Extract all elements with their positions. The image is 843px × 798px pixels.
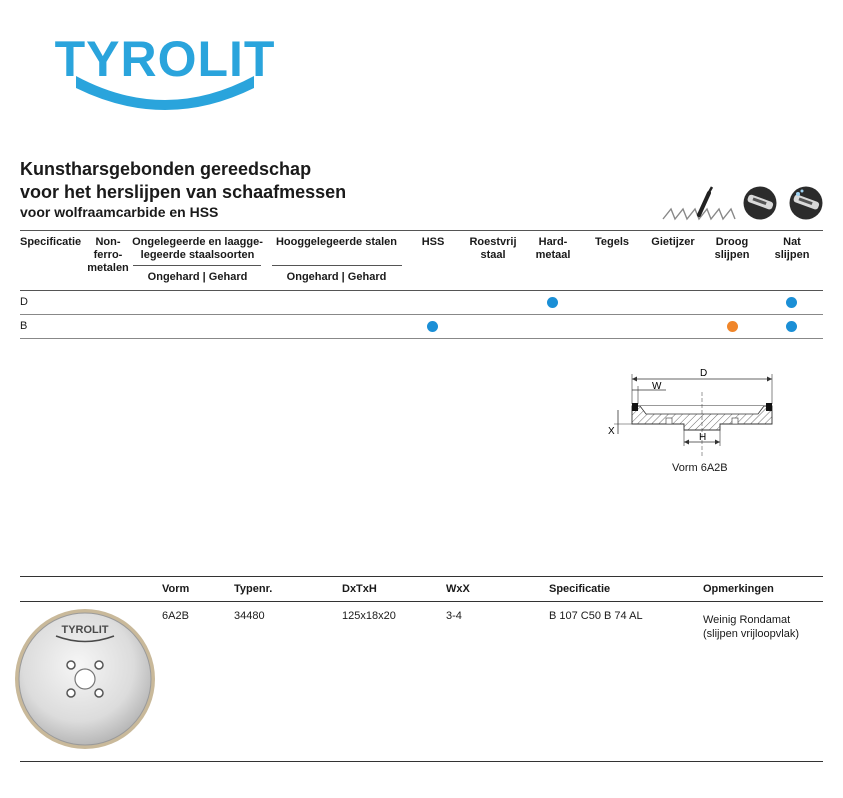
header-nat: Nat slijpen [774,236,810,261]
header-hardmetaal: Hard- metaal [535,236,571,261]
product-header-typenr: Typenr. [234,583,273,595]
header-tegels: Tegels [594,236,630,248]
header-gietijzer: Gietijzer [651,236,695,248]
dry-grinding-icon [743,186,777,220]
tyrolit-logo [54,26,276,108]
mark-b-nat [786,321,797,332]
product-opmerkingen: Weinig Rondamat (slijpen vrijloopvlak) [703,614,799,640]
header-onge-rule [133,265,261,266]
product-header-opmerkingen: Opmerkingen [703,583,774,595]
header-droog: Droog slijpen [714,236,750,261]
table-top-rule [20,230,823,231]
header-ongelegeerde: Ongelegeerde en laagge- legeerde staalsoorten [132,236,263,261]
product-header-vorm: Vorm [162,583,190,595]
wheel-cross-section-diagram [600,362,790,458]
product-bottom-rule [20,761,823,762]
header-non-ferro: Non- ferro- metalen [87,236,129,274]
page-subtitle: voor wolfraamcarbide en HSS [20,204,219,220]
mark-d-nat [786,297,797,308]
diagram-label-h: H [699,432,707,443]
product-specificatie: B 107 C50 B 74 AL [549,610,643,622]
product-header-dxtxh: DxTxH [342,583,377,595]
wheel-logo-text: TYROLIT [61,624,109,636]
header-hoog-rule [272,265,402,266]
product-vorm: 6A2B [162,610,189,622]
mark-d-hardmetaal [547,297,558,308]
row-b-rule [20,338,823,339]
row-label-b: B [20,320,28,332]
product-wxx: 3-4 [446,610,462,622]
diagram-label-d: D [700,368,708,379]
wet-grinding-icon [789,186,823,220]
diagram-label-w: W [652,381,662,392]
header-hooggelegeerde: Hooggelegeerde stalen [275,236,398,248]
diagram-caption: Vorm 6A2B [672,462,728,474]
diagram-label-x: X [608,426,615,437]
header-specificatie: Specificatie [20,236,82,248]
page-title-line-2: voor het herslijpen van schaafmessen [20,182,347,202]
header-roestvrij: Roestvrij staal [469,236,517,261]
header-onge-sub: Ongehard | Gehard [147,271,248,283]
page-title-line-1: Kunstharsgebonden gereedschap [20,159,312,179]
product-header-rule [20,601,823,602]
header-hoog-sub: Ongehard | Gehard [286,271,387,283]
row-label-d: D [20,296,28,308]
product-header-specificatie: Specificatie [549,583,611,595]
mark-b-droog [727,321,738,332]
mark-b-hss [427,321,438,332]
product-top-rule [20,576,823,577]
logo-text: TYROLIT [54,31,276,87]
row-d-rule [20,314,823,315]
table-header-rule [20,290,823,291]
header-hss: HSS [421,236,445,248]
grinding-wheel-product-image [14,605,156,753]
product-dxtxh: 125x18x20 [342,610,396,622]
product-header-wxx: WxX [446,583,470,595]
product-typenr: 34480 [234,610,265,622]
grinding-wheel-teeth-icon [661,185,737,221]
